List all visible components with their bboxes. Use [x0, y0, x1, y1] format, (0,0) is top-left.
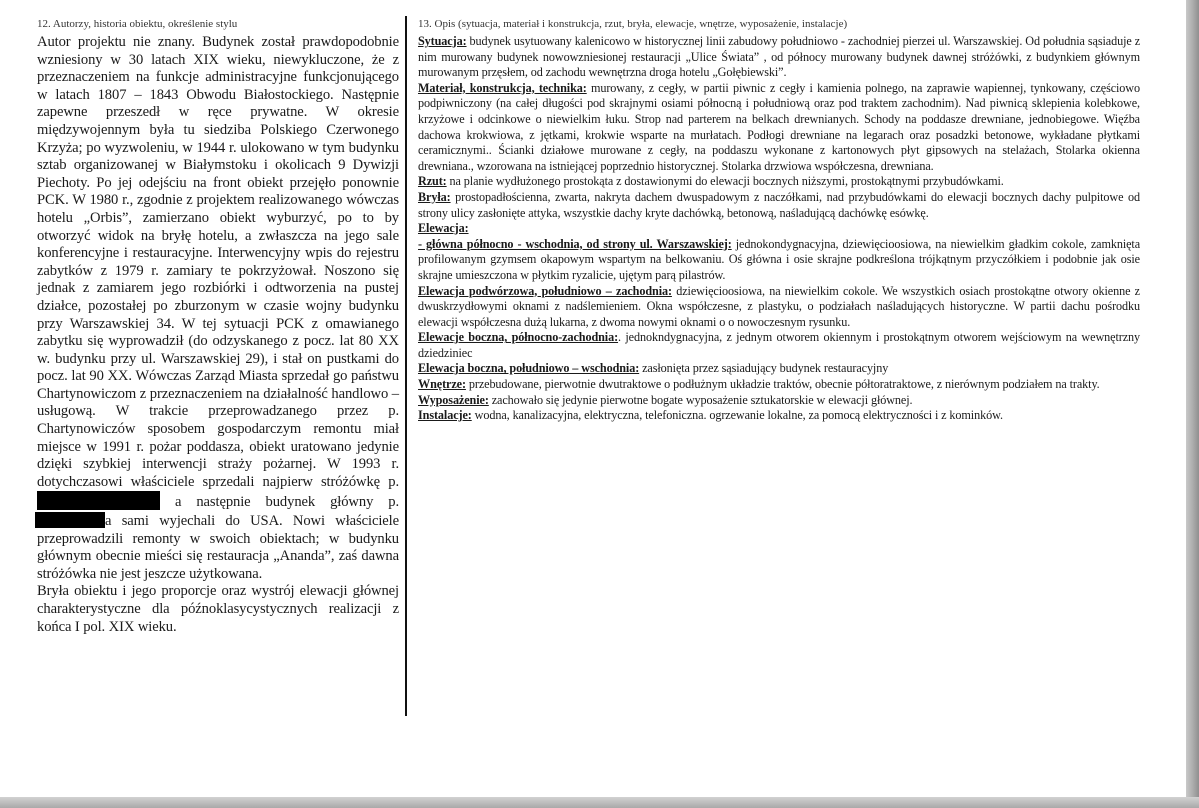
podworzowa-text: dziewięcioosiowa, na niewielkim cokole. We wszystkich osiach prostokątne otwory okienne z dwuskrzydłowymi oknami z nadślemieniem. Okna współczesne, z plastyku, o podziałach naśladujących historyczne. W partii dachu pośrodku elewacji współczesna dużą lukarna, z dwoma nowymi oknami o o nowoczesnym rysunku. — [418, 283, 1140, 329]
description-column — [418, 18, 1140, 424]
glowna-label: - główna północno - wschodnia, od strony ul. Warszawskiej: — [418, 236, 732, 251]
podworzowa-label: Elewacja podwórzowa, południowo – zachodnia: — [418, 283, 672, 298]
sytuacja-text: budynek usytuowany kalenicowo w historycznej linii zabudowy południowo - zachodniej pierzei ul. Warszawskiej. Od południa sąsiaduje z nim murowany budynek nowowzniesionej restauracji „Ulice Świata” , od północy murowany budynek dawnej stróżówki, z budynkiem głównym murowanym przęsłem, od zachodu wewnętrzna droga hotelu „Gołębiewski”. — [418, 34, 1140, 80]
boczna2-label: Elewacja boczna, południowo – wschodnia: — [418, 361, 640, 376]
wyposazenie-section — [418, 393, 1140, 409]
boczna2-section — [418, 361, 1140, 377]
wyposazenie-text: zachowało się jedynie pierwotne bogate wyposażenie sztukatorskie w elewacji głównej. — [488, 392, 913, 407]
history-heading: 12. Autorzy, historia obiektu, określenie stylu — [37, 18, 238, 30]
glowna-text: jednokondygnacyjna, dziewięcioosiowa, na niewielkim gładkim cokole, zamknięta profilowanym gzymsem okapowym wspartym na belkowaniu. Oś główna i osie skrajne podkreślona trójkątnym przyczółkiem i podobnie jak osie skrajne umieszczona w płytkim ryzalicie, ujętym parą pilastrów. — [418, 236, 1141, 282]
instalacje-label: Instalacje: — [418, 408, 472, 423]
bryla-section — [418, 190, 1140, 221]
bryla-text: prostopadłościenna, zwarta, nakryta dachem dwuspadowym z naczółkami, nad przybudówkami do elewacji bocznych dachy pulpitowe od strony ulicy zasłonięte attyka, wszystkie dachy kryte dachówką, betonową, naśladującą dachówkę esówkę. — [418, 189, 1140, 220]
wnetrze-label: Wnętrze: — [418, 377, 466, 392]
history-text — [37, 34, 399, 636]
scan-edge-right — [1186, 0, 1199, 808]
material-label: Materiał, konstrukcja, technika: — [418, 80, 587, 95]
rzut-text: na planie wydłużonego prostokąta z dostawionymi do elewacji bocznych niższymi, prostokątnymi przybudówkami. — [446, 174, 1004, 189]
redaction-block — [37, 491, 160, 510]
sytuacja-section — [418, 34, 1140, 81]
history-paragraph — [37, 34, 399, 583]
rzut-section — [418, 174, 1140, 190]
wnetrze-text: przebudowane, pierwotnie dwutraktowe o podłużnym układzie traktów, obecnie półtoratraktowe, z nierównym podziałem na trakty. — [465, 377, 1100, 392]
history-text-part1: Autor projektu nie znany. Budynek został prawdopodobnie wzniesiony w 30 latach XIX wieku, niewykluczone, że z przeznaczeniem na funkcje administracyjne funkcjonującego w latach 1807 – 1843 Obwodu Białostockiego. Następnie zapewne przeszedł w ręce prywatne. W okresie międzywojennym była tu siedziba Polskiego Czerwonego Krzyża; po wyzwoleniu, w 1944 r. ulokowano w tym budynku sztab organizowanej w Białymstoku i okolicach 9 Dywizji Piechoty. Po jej odejściu na front obiekt przejęło ponownie PCK. W 1980 r., zgodnie z projektem realizowanego wówczas hotelu „Orbis”, zamierzano obiekt wyburzyć, po to by otworzyć widok na bryłę hotelu, a zwłaszcza na jego sale konferencyjne i restauracyjne. Interwencyjny wpis do rejestru zabytków z 1979 r. zamiary te pokrzyżował. Noszono się jednak z zamiarem jego rozbiórki i odtworzenia na pustej działce, pozostałej po zburzonym w czasie wojny budynku przy Warszawskiej 34. W tej sytuacji PCK z omawianego zabytku się wyprowadził (do odzyskanego z pocz. lat 80 XX w. budynku przy ul. Warszawskiej 29), i stał on pustkami do pocz. lat 90 XX. Wówczas Zarząd Miasta sprzedał go państwu Chartynowiczom z przeznaczeniem na działalność handlowo – usługową. W trakcie przeprowadzanego przez p. Chartynowiczów sposobem gospodarczym remontu miał miejsce w 1991 r. pożar poddasza, obiekt uratowano jedynie dzięki szybkiej interwencji straży pożarnej. W 1993 r. dotychczasowi właściciele sprzedali najpierw stróżówkę p. — [37, 34, 399, 490]
description-text — [418, 34, 1140, 424]
scan-edge-bottom — [0, 797, 1199, 808]
elewacja-label: Elewacja: — [418, 221, 469, 236]
instalacje-section — [418, 408, 1140, 424]
material-text: murowany, z cegły, w partii piwnic z cegły i kamienia polnego, na zaprawie wapiennej, tynkowany, częściowo podpiwniczony (na całej długości pod skrajnymi osiami północną i południową oraz pod traktem zachodnim). Nad piwnicą sklepienia kolebkowe, krzyżowe i odcinkowe o niewielkim łuku. Strop nad parterem na belkach drewnianych. Schody na poddasze drewniane, jednobiegowe. Więźba dachowa krokwiowa, z jętkami, krokwie wsparte na murłatach. Podłogi drewniane na legarach oraz posadzki betonowe, wykładane płytkami ceramicznymi.. Ścianki działowe murowane z cegły, na poddaszu wykonane z kartonowych płyt gipsowych na stelażach, Stolarka okienna drewniana., wzorowana na istniejącej poprzednio historycznej. Stolarka drzwiowa współczesna, drewniana. — [418, 80, 1140, 173]
bryla-label: Bryła: — [418, 189, 451, 204]
sytuacja-label: Sytuacja: — [418, 34, 467, 48]
wnetrze-section — [418, 377, 1140, 393]
description-heading: 13. Opis (sytuacja, materiał i konstrukcja, rzut, bryła, elewacje, wnętrze, wyposażenie, instalacje) — [418, 18, 848, 30]
redaction-block — [35, 512, 105, 528]
wyposazenie-label: Wyposażenie: — [418, 392, 489, 407]
style-paragraph: Bryła obiektu i jego proporcje oraz wystrój elewacji głównej charakterystyczne dla późnoklasycystycznych realizacji z końca I pol. XIX wieku. — [37, 583, 399, 635]
glowna-section — [418, 237, 1140, 284]
history-column — [37, 18, 399, 636]
column-divider — [405, 16, 407, 716]
material-section — [418, 81, 1140, 175]
boczna1-text: . jednokndygnacyjna, z jednym otworem okiennym i prostokątnym otworem wejściowym na wewnętrzny dziedziniec — [418, 330, 1140, 360]
boczna1-section — [418, 330, 1140, 361]
history-text-part2: a następnie budynek główny p. — [160, 494, 399, 511]
boczna2-text: zasłonięta przez sąsiadujący budynek restauracyjny — [639, 361, 889, 376]
rzut-label: Rzut: — [418, 174, 447, 189]
instalacje-text: wodna, kanalizacyjna, elektryczna, telefoniczna. ogrzewanie lokalne, za pomocą elektryczności i z kominków. — [471, 408, 1003, 423]
history-text-part3: a sami wyjechali do USA. Nowi właściciele przeprowadzili remonty w swoich obiektach; w budynku głównym obecnie mieści się restauracja „Ananda”, zaś dawna stróżówka nie jest jeszcze użytkowana. — [37, 513, 399, 582]
podworzowa-section — [418, 284, 1140, 331]
boczna1-label: Elewacje boczna, północno-zachodnia: — [418, 330, 619, 345]
